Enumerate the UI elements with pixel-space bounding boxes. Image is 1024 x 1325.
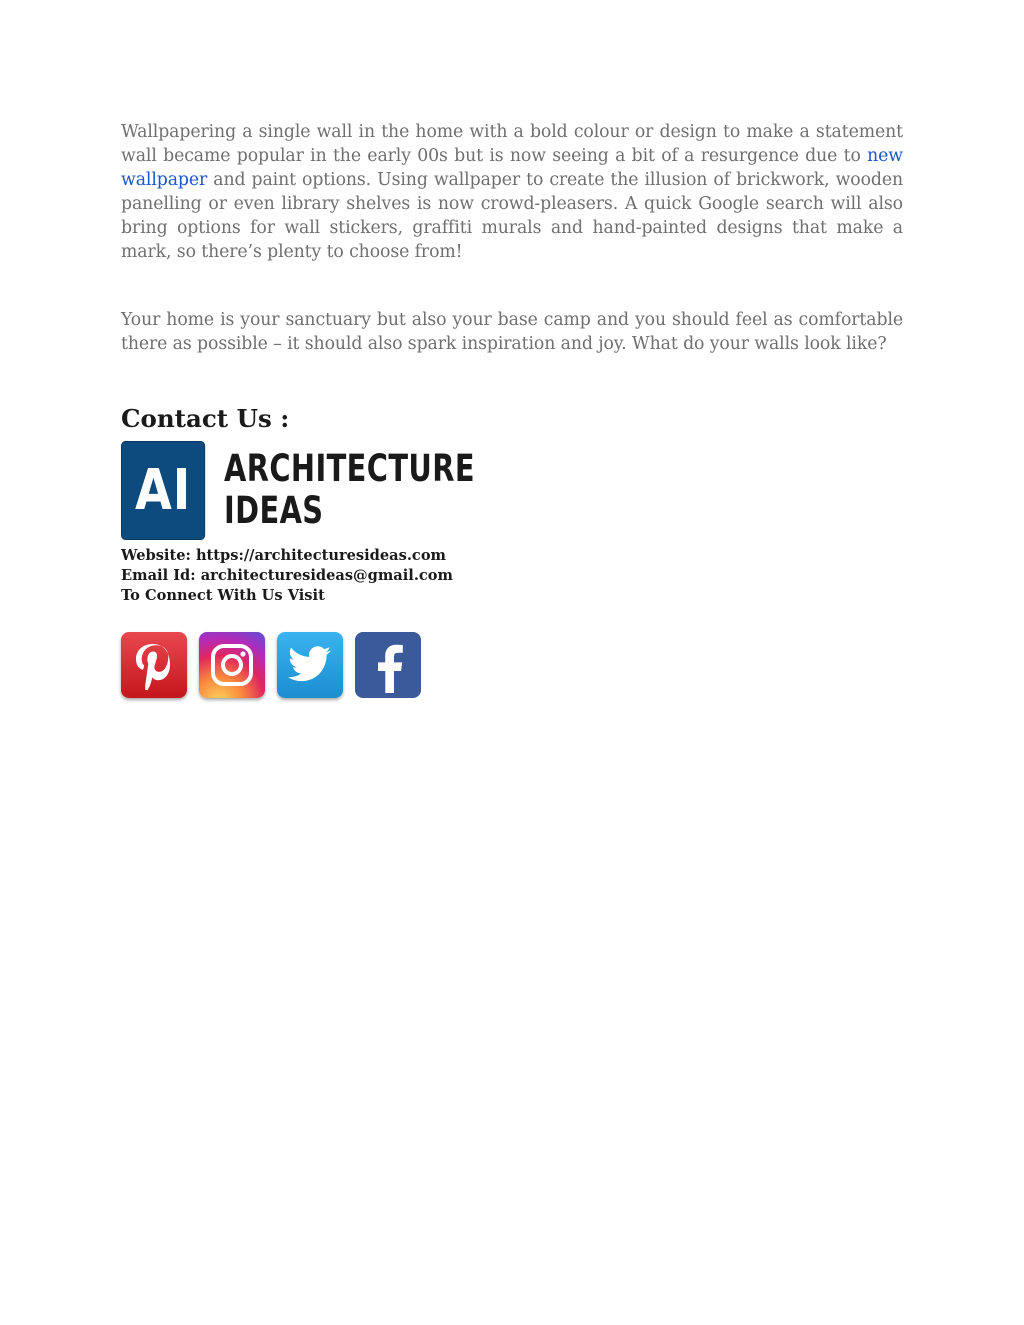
pinterest-glyph	[131, 640, 177, 690]
facebook-icon[interactable]	[355, 632, 421, 698]
twitter-glyph	[287, 645, 333, 685]
paragraph-sanctuary: Your home is your sanctuary but also your base camp and you should feel as comfortable there as possible – it should also spark inspiration and joy. What do your walls look like?	[121, 310, 903, 354]
instagram-icon[interactable]	[199, 632, 265, 698]
logo-wordmark	[224, 448, 475, 532]
connect-line: To Connect With Us Visit	[121, 587, 325, 604]
email-line: Email Id: architecturesideas@gmail.com	[121, 567, 453, 584]
paragraph-text: Wallpapering a single wall in the home with a bold colour or design to make a statement wall became popular in the early 00s but is now seeing a bit of a resurgence due to	[121, 122, 903, 166]
paragraph-text: and paint options. Using wallpaper to create the illusion of brickwork, wooden panelling or even library shelves is now crowd-pleasers. A quick Google search will also bring options for wall stickers, graffiti murals and hand-painted designs that make a mark, so there’s plenty to choose from!	[121, 170, 903, 262]
website-line: Website: https://architecturesideas.com	[121, 547, 446, 564]
pinterest-icon[interactable]	[121, 632, 187, 698]
instagram-glyph	[209, 642, 255, 688]
new-wallpaper-link[interactable]: new wallpaper	[121, 146, 903, 190]
twitter-icon[interactable]	[277, 632, 343, 698]
logo-line-2: IDEAS	[224, 489, 324, 532]
logo-line-1: ARCHITECTURE	[224, 447, 475, 490]
facebook-glyph	[368, 637, 408, 693]
social-icons	[121, 632, 903, 698]
paragraph-wallpaper	[121, 120, 903, 264]
logo-monogram: AI	[121, 441, 205, 540]
architecture-ideas-logo	[121, 440, 903, 540]
document-page	[121, 120, 903, 698]
contact-info	[121, 546, 903, 606]
contact-heading: Contact Us :	[121, 404, 290, 433]
